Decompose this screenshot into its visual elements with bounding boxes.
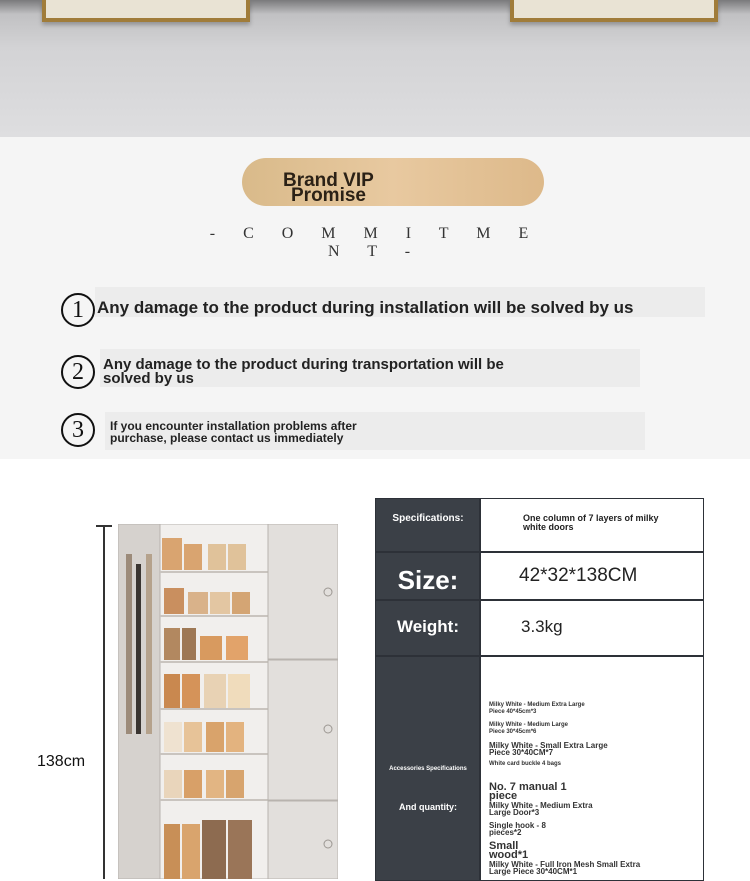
accessory-item: No. 7 manual 1 piece (489, 781, 567, 802)
spec-label: Specifications: (392, 513, 464, 524)
height-dimension-line (103, 525, 105, 879)
promise-text-2: Any damage to the product during transportation will be solved by us (103, 356, 504, 387)
accessory-item: Milky White - Medium Extra Large Door*3 (489, 801, 593, 817)
spec-table (375, 498, 704, 881)
number-3-icon: 3 (61, 413, 95, 447)
row-divider (376, 655, 703, 657)
column-divider (479, 499, 481, 880)
accessory-item: Single hook - 8 pieces*2 (489, 821, 546, 837)
weight-value: 3.3kg (521, 617, 563, 636)
accessories-label: Accessories Specifications (389, 766, 467, 772)
spec-value: One column of 7 layers of milky white doors (523, 513, 659, 532)
height-dimension-label: 138cm (37, 753, 86, 770)
accessory-item: Milky White - Full Iron Mesh Small Extra Large Piece 30*40CM*1 (489, 860, 641, 876)
accessory-item: Milky White - Small Extra Large Piece 30*40CM*7 (489, 741, 608, 757)
picture-frame-right (510, 0, 718, 22)
number-1-icon: 1 (61, 293, 95, 327)
height-dimension-tick (96, 525, 112, 527)
promise-text-3: If you encounter installation problems after purchase, please contact us immediately (110, 419, 357, 445)
product-section (0, 459, 750, 879)
quantity-label: And quantity: (399, 802, 457, 812)
accessory-item: Milky White - Medium Extra Large Piece 40*45cm*3 (489, 702, 585, 715)
vip-badge-label (283, 170, 423, 206)
number-2-icon: 2 (61, 355, 95, 389)
shoe-cabinet-image (118, 524, 338, 879)
spec-key-column (376, 499, 480, 880)
picture-frame-left (42, 0, 250, 22)
weight-label: Weight: (396, 617, 459, 636)
size-value: 42*32*138CM (519, 565, 638, 586)
hero-photo (0, 0, 750, 137)
size-label: Size: (397, 565, 459, 595)
vip-badge-line2: Promise (291, 185, 366, 206)
promise-text-1: Any damage to the product during installation will be solved by us (97, 298, 634, 317)
vip-badge-line1: Brand VIP (283, 170, 374, 191)
accessory-item: White card buckle 4 bags (489, 761, 562, 767)
row-divider (376, 551, 703, 553)
promise-section (0, 137, 750, 459)
commitment-heading: - C O M M I T M E N T - (209, 225, 541, 260)
row-divider (376, 599, 703, 601)
accessory-item: Small wood*1 (489, 840, 529, 861)
accessory-item: Milky White - Medium Large Piece 30*45cm*6 (489, 722, 569, 735)
